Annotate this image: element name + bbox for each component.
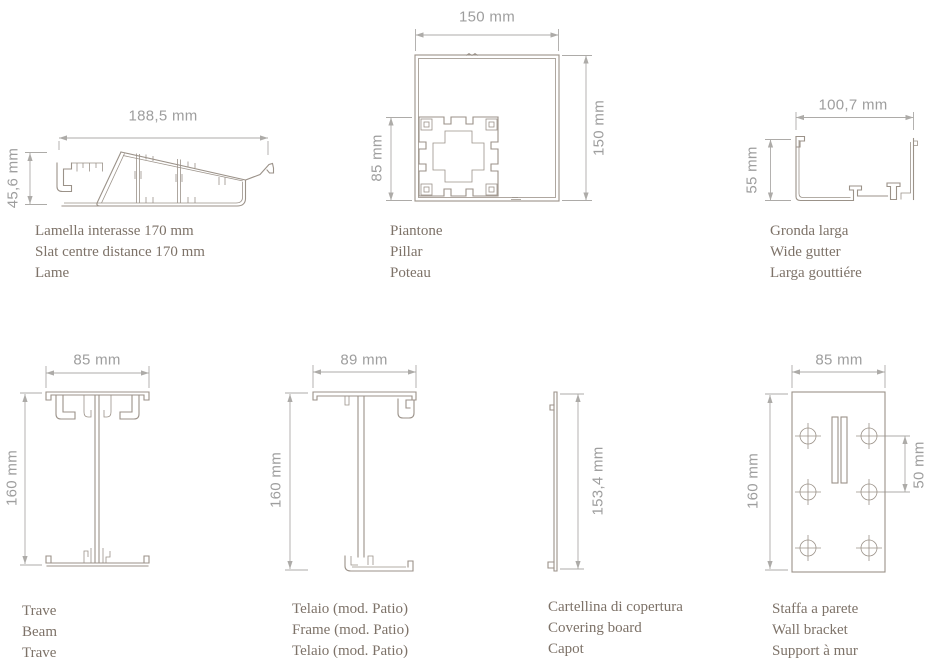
gutter-width-dim: 100,7 mm [818, 96, 888, 114]
wall-bracket-caption-it: Staffa a parete [772, 601, 859, 617]
pillar-inner-dim: 85 mm [368, 134, 386, 182]
lamella-profile [57, 152, 274, 206]
covering-board-caption-it: Cartellina di copertura [548, 599, 683, 615]
lamella-caption-it: Lamella interasse 170 mm [35, 223, 194, 239]
gutter-height-dim: 55 mm [743, 146, 761, 194]
lamella-caption [35, 221, 205, 284]
frame-caption-en: Frame (mod. Patio) [292, 622, 410, 638]
covering-board-profile [548, 392, 557, 571]
covering-board-drawing [520, 380, 630, 585]
bracket-slot [832, 417, 838, 483]
covering-board-height-dim: 153,4 mm [589, 446, 607, 516]
wall-bracket-caption [772, 599, 858, 658]
beam-caption-en: Beam [22, 624, 57, 640]
pillar-drawing [370, 0, 620, 215]
pillar-caption-fr: Poteau [390, 265, 431, 281]
wall-bracket-height-dim: 160 mm [744, 453, 762, 509]
wall-bracket-caption-fr: Support à mur [772, 643, 858, 658]
beam-caption [22, 601, 57, 658]
wall-bracket-hole-spacing-dim: 50 mm [910, 441, 928, 489]
gutter-caption-it: Gronda larga [770, 223, 849, 239]
gutter-caption-fr: Larga gouttiére [770, 265, 862, 281]
lamella-caption-fr: Lame [35, 265, 70, 281]
lamella-width-dim: 188,5 mm [128, 107, 198, 125]
pillar-height-dim: 150 mm [590, 100, 608, 156]
beam-caption-it: Trave [22, 603, 57, 619]
beam-height-dim: 160 mm [3, 450, 21, 506]
beam-caption-fr: Trave [22, 645, 57, 658]
gutter-caption [770, 221, 862, 284]
lamella-dimensions [25, 135, 268, 204]
covering-board-caption-en: Covering board [548, 620, 642, 636]
gutter-profile [796, 137, 918, 201]
covering-board-caption [548, 597, 683, 658]
covering-board-dimensions [560, 394, 584, 569]
pillar-width-dim: 150 mm [459, 8, 515, 26]
pillar-caption-en: Pillar [390, 244, 423, 260]
lamella-caption-en: Slat centre distance 170 mm [35, 244, 205, 260]
frame-width-dim: 89 mm [340, 351, 388, 369]
gutter-caption-en: Wide gutter [770, 244, 841, 260]
wall-bracket-caption-en: Wall bracket [772, 622, 848, 638]
frame-height-dim: 160 mm [267, 452, 285, 508]
pillar-profile [415, 54, 559, 202]
beam-dimensions [20, 366, 149, 565]
pillar-caption-it: Piantone [390, 223, 443, 239]
frame-profile [313, 392, 416, 571]
gutter-dimensions [765, 112, 914, 201]
bracket-slot [841, 417, 847, 483]
beam-drawing [0, 340, 165, 585]
covering-board-caption-fr: Capot [548, 641, 584, 657]
wall-bracket-width-dim: 85 mm [815, 351, 863, 369]
pillar-caption [390, 221, 443, 284]
frame-caption-fr: Telaio (mod. Patio) [292, 643, 409, 658]
beam-profile [46, 392, 149, 566]
frame-caption-it: Telaio (mod. Patio) [292, 601, 409, 617]
beam-width-dim: 85 mm [73, 351, 121, 369]
wall-bracket-profile [792, 392, 885, 572]
lamella-height-dim: 45,6 mm [4, 147, 22, 209]
frame-caption [292, 599, 409, 658]
